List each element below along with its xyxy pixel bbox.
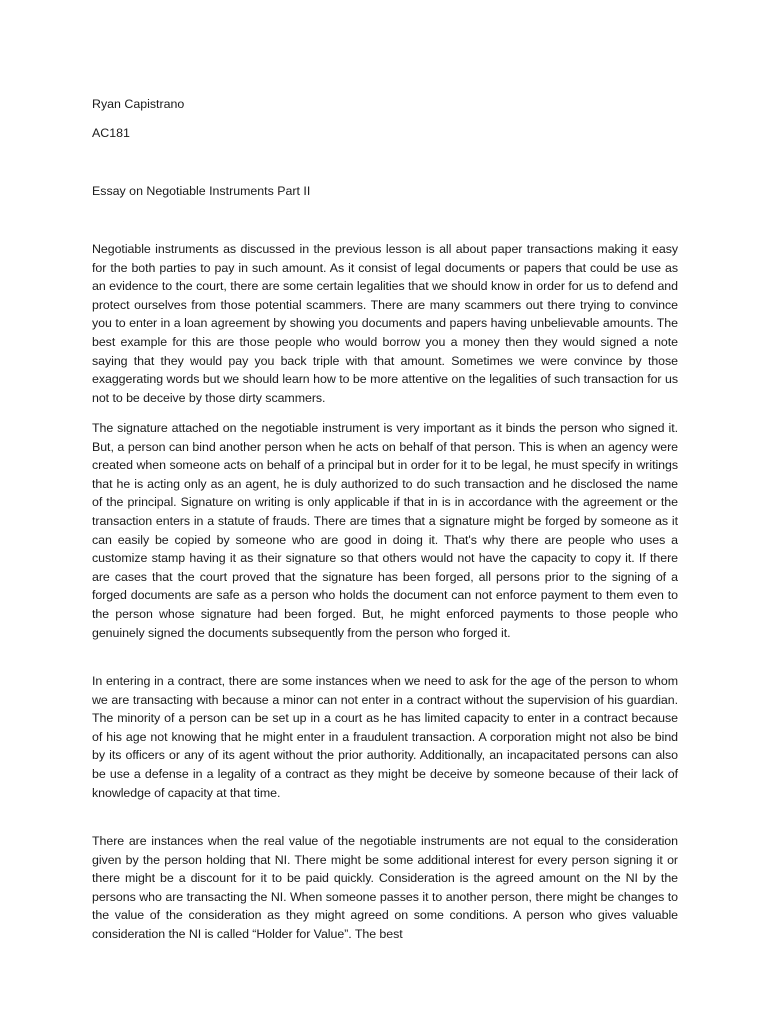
course-code: AC181: [92, 126, 130, 140]
paragraph: The signature attached on the negotiable instrument is very important as it binds the person who signed it. But, a person can bind another person when he acts on behalf of that person. This is when an agency were created when someone acts on behalf of a principal but in order for it to be legal, he must specify in writings that he is acting only as an agent, he is duly authorized to do such transaction and he disclosed the name of the principal. Signature on writing is only applicable if that in is in accordance with the agreement or the transaction enters in a statute of frauds. There are times that a signature might be forged by someone as it can easily be copied by someone who are good in doing it. That's why there are people who uses a customize stamp having it as their signature so that others would not have the capacity to copy it. If there are cases that the court proved that the signature has been forged, all persons prior to the signing of a forged documents are safe as a person who holds the document can not enforce payment to them even to the person whose signature had been forged. But, he might enforced payments to those people who genuinely signed the documents subsequently from the person who forged it.: [92, 421, 678, 640]
paragraph: In entering in a contract, there are some instances when we need to ask for the age of the person to whom we are transacting with because a minor can not enter in a contract without the supervision of his guardian. The minority of a person can be set up in a court as he has limited capacity to enter in a contract because of his age not knowing that he might enter in a fraudulent transaction. A corporation might not also be bind by its officers or any of its agent without the prior authority. Additionally, an incapacitated persons can also be use a defense in a legality of a contract as they might be deceive by someone because of their lack of knowledge of capacity at that time.: [92, 674, 678, 800]
essay-title: Essay on Negotiable Instruments Part II: [92, 184, 311, 198]
paragraph: There are instances when the real value of the negotiable instruments are not equal to the consideration given by the person holding that NI. There might be some additional interest for every person signing it or there might be a discount for it to be paid quickly. Consideration is the agreed amount on the NI by the persons who are transacting the NI. When someone passes it to another person, there might be changes to the value of the consideration as they might agreed on some conditions. A person who gives valuable consideration the NI is called “Holder for Value”. The best: [92, 834, 678, 941]
paragraph: Negotiable instruments as discussed in the previous lesson is all about paper transactions making it easy for the both parties to pay in such amount. As it consist of legal documents or papers that could be use as an evidence to the court, there are some certain legalities that we should know in order for us to defend and protect ourselves from those potential scammers. There are many scammers out there trying to convince you to enter in a loan agreement by showing you documents and papers having unbelievable amounts. The best example for this are those people who would borrow you a money then they would signed a note saying that they would pay you back triple with that amount. Sometimes we were convince by those exaggerating words but we should learn how to be more attentive on the legalities of such transaction for us not to be deceive by those dirty scammers.: [92, 242, 678, 405]
author-name: Ryan Capistrano: [92, 97, 185, 111]
